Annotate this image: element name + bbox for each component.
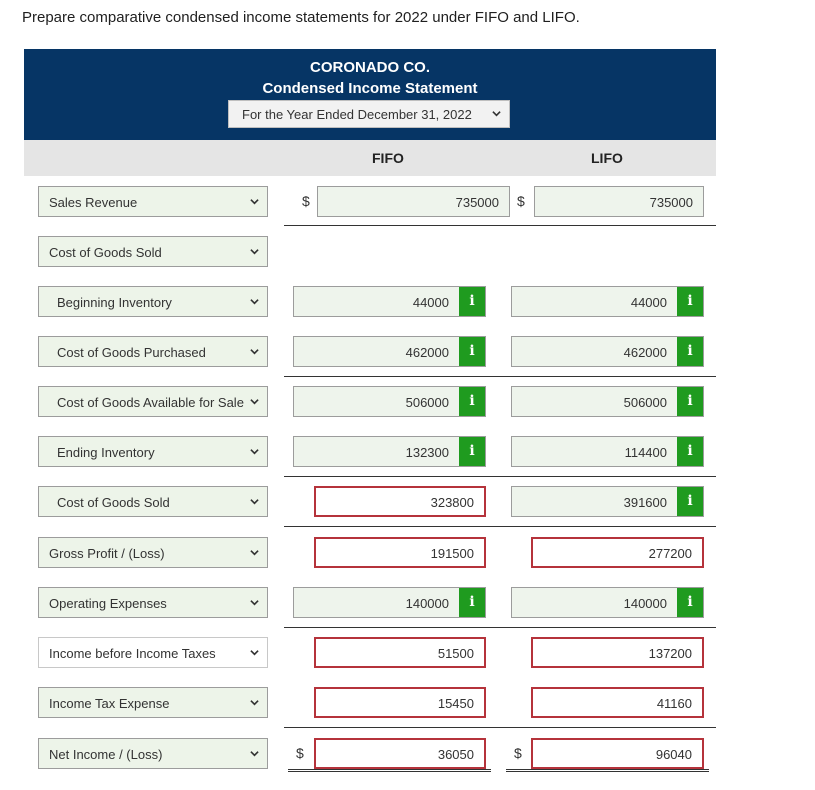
divider-line: [284, 225, 716, 226]
info-icon[interactable]: i: [677, 437, 703, 466]
fifo-dollar-sign: $: [302, 193, 310, 209]
divider-line: [284, 376, 716, 377]
lifo-double-underline: [506, 769, 709, 772]
account-label: Cost of Goods Available for Sale: [57, 395, 244, 410]
fifo-cost-of-goods-sold-input[interactable]: 323800: [314, 486, 486, 517]
lifo-sales-revenue-input[interactable]: 735000: [534, 186, 704, 217]
account-label: Gross Profit / (Loss): [49, 546, 165, 561]
chevron-down-icon: [492, 109, 501, 118]
account-label: Ending Inventory: [57, 445, 155, 460]
fifo-operating-expenses-input[interactable]: 140000 i: [293, 587, 486, 618]
lifo-dollar-sign: $: [517, 193, 525, 209]
fifo-ending-inventory-input[interactable]: 132300 i: [293, 436, 486, 467]
fifo-goods-available-input[interactable]: 506000 i: [293, 386, 486, 417]
account-dropdown-net-income[interactable]: [38, 738, 268, 769]
lifo-gross-profit-input[interactable]: 277200: [531, 537, 704, 568]
info-icon[interactable]: i: [677, 287, 703, 316]
lifo-cost-of-goods-purchased-input[interactable]: 462000 i: [511, 336, 704, 367]
chevron-down-icon: [250, 648, 259, 657]
account-dropdown-sales-revenue[interactable]: [38, 186, 268, 217]
statement-header: [24, 49, 716, 140]
fifo-double-underline: [288, 769, 491, 772]
lifo-beginning-inventory-input[interactable]: 44000 i: [511, 286, 704, 317]
column-header-row: [24, 140, 716, 176]
lifo-dollar-sign: $: [514, 745, 522, 761]
chevron-down-icon: [250, 598, 259, 607]
fifo-sales-revenue-input[interactable]: 735000: [317, 186, 510, 217]
account-label: Cost of Goods Purchased: [57, 345, 206, 360]
fifo-gross-profit-input[interactable]: 191500: [314, 537, 486, 568]
divider-line: [284, 476, 716, 477]
fifo-income-before-taxes-input[interactable]: 51500: [314, 637, 486, 668]
account-dropdown-gross-profit[interactable]: [38, 537, 268, 568]
info-icon[interactable]: i: [459, 337, 485, 366]
chevron-down-icon: [250, 347, 259, 356]
info-icon[interactable]: i: [459, 588, 485, 617]
company-name: CORONADO CO.: [310, 59, 430, 76]
lifo-income-tax-expense-input[interactable]: 41160: [531, 687, 704, 718]
period-dropdown[interactable]: [228, 100, 510, 128]
account-label: Income before Income Taxes: [49, 646, 216, 661]
chevron-down-icon: [250, 749, 259, 758]
chevron-down-icon: [250, 247, 259, 256]
account-label: Sales Revenue: [49, 195, 138, 210]
chevron-down-icon: [250, 197, 259, 206]
fifo-beginning-inventory-input[interactable]: 44000 i: [293, 286, 486, 317]
lifo-ending-inventory-input[interactable]: 114400 i: [511, 436, 704, 467]
lifo-goods-available-input[interactable]: 506000 i: [511, 386, 704, 417]
chevron-down-icon: [250, 447, 259, 456]
account-label: Beginning Inventory: [57, 295, 172, 310]
account-dropdown-income-tax-expense[interactable]: [38, 687, 268, 718]
info-icon[interactable]: i: [677, 588, 703, 617]
fifo-cost-of-goods-purchased-input[interactable]: 462000 i: [293, 336, 486, 367]
account-label: Net Income / (Loss): [49, 747, 163, 762]
divider-line: [284, 627, 716, 628]
chevron-down-icon: [250, 397, 259, 406]
chevron-down-icon: [250, 698, 259, 707]
info-icon[interactable]: i: [459, 437, 485, 466]
account-dropdown-cogs-header[interactable]: [38, 236, 268, 267]
instruction-text: Prepare comparative condensed income statements for 2022 under FIFO and LIFO.: [22, 9, 580, 26]
info-icon[interactable]: i: [677, 387, 703, 416]
info-icon[interactable]: i: [677, 487, 703, 516]
account-label: Cost of Goods Sold: [49, 245, 162, 260]
fifo-income-tax-expense-input[interactable]: 15450: [314, 687, 486, 718]
lifo-net-income-input[interactable]: 96040: [531, 738, 704, 769]
account-dropdown-cost-of-goods-sold[interactable]: [38, 486, 268, 517]
lifo-column-header: LIFO: [591, 150, 623, 166]
account-dropdown-operating-expenses[interactable]: [38, 587, 268, 618]
lifo-cost-of-goods-sold-input[interactable]: 391600 i: [511, 486, 704, 517]
info-icon[interactable]: i: [459, 287, 485, 316]
account-label: Operating Expenses: [49, 596, 167, 611]
chevron-down-icon: [250, 497, 259, 506]
divider-line: [284, 727, 716, 728]
info-icon[interactable]: i: [459, 387, 485, 416]
statement-title: Condensed Income Statement: [262, 80, 478, 97]
lifo-operating-expenses-input[interactable]: 140000 i: [511, 587, 704, 618]
info-icon[interactable]: i: [677, 337, 703, 366]
fifo-column-header: FIFO: [372, 150, 404, 166]
account-dropdown-goods-available-for-sale[interactable]: [38, 386, 268, 417]
lifo-income-before-taxes-input[interactable]: 137200: [531, 637, 704, 668]
account-dropdown-ending-inventory[interactable]: [38, 436, 268, 467]
divider-line: [284, 526, 716, 527]
chevron-down-icon: [250, 297, 259, 306]
chevron-down-icon: [250, 548, 259, 557]
fifo-dollar-sign: $: [296, 745, 304, 761]
account-dropdown-beginning-inventory[interactable]: [38, 286, 268, 317]
account-label: Cost of Goods Sold: [57, 495, 170, 510]
account-dropdown-cost-of-goods-purchased[interactable]: [38, 336, 268, 367]
period-value: For the Year Ended December 31, 2022: [242, 107, 472, 122]
fifo-net-income-input[interactable]: 36050: [314, 738, 486, 769]
account-label: Income Tax Expense: [49, 696, 170, 711]
account-dropdown-income-before-taxes[interactable]: [38, 637, 268, 668]
